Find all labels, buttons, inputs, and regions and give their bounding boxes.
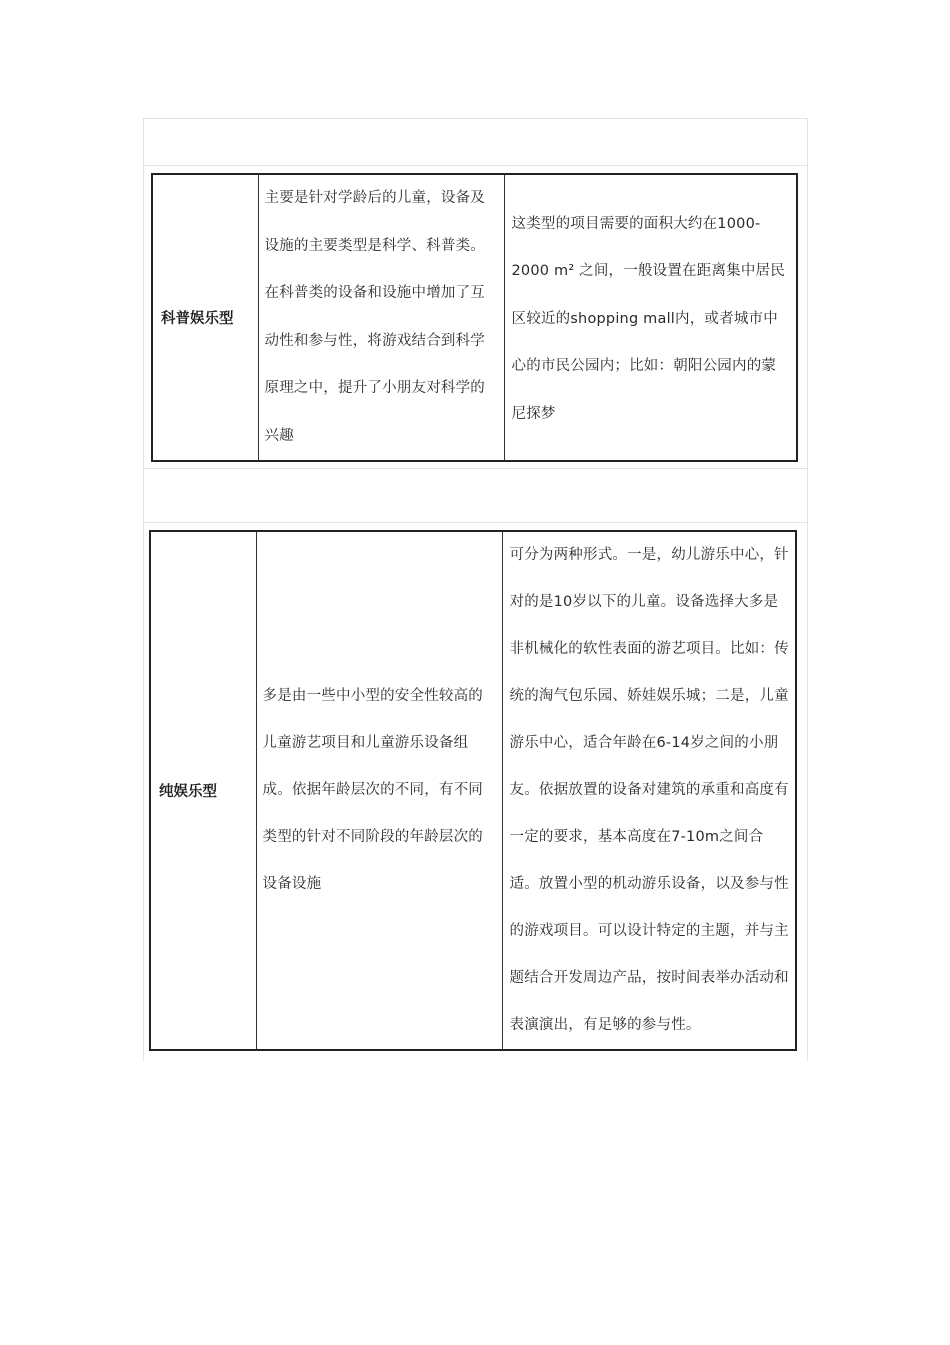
pure-entertainment-table	[149, 530, 797, 1051]
row-description: 多是由一些中小型的安全性较高的儿童游艺项目和儿童游乐设备组成。依据年龄层次的不同，有不同类型的针对不同阶段的年龄层次的设备设施	[256, 531, 502, 1050]
row-scale-location: 这类型的项目需要的面积大约在1000-2000 m² 之间，一般设置在距离集中居民区较近的shopping mall内，或者城市中心的市民公园内；比如：朝阳公园内的蒙尼探梦	[504, 174, 797, 461]
frame-divider	[143, 165, 808, 166]
table-row	[152, 174, 797, 461]
row-scale-location: 可分为两种形式。一是，幼儿游乐中心，针对的是10岁以下的儿童。设备选择大多是非机械化的软性表面的游艺项目。比如：传统的淘气包乐园、娇娃娱乐城；二是，儿童游乐中心，适合年龄在6-14岁之间的小朋友。依据放置的设备对建筑的承重和高度有一定的要求，基本高度在7-10m之间合适。放置小型的机动游乐设备，以及参与性的游戏项目。可以设计特定的主题，并与主题结合开发周边产品，按时间表举办活动和表演演出，有足够的参与性。	[502, 531, 796, 1050]
table-row	[150, 531, 796, 1050]
science-entertainment-table	[151, 173, 798, 462]
row-description: 主要是针对学龄后的儿童，设备及设施的主要类型是科学、科普类。在科普类的设备和设施中增加了互动性和参与性，将游戏结合到科学原理之中，提升了小朋友对科学的兴趣	[258, 174, 504, 461]
row-type-label: 科普娱乐型	[152, 174, 258, 461]
frame-divider	[143, 522, 808, 523]
row-type-label: 纯娱乐型	[150, 531, 256, 1050]
